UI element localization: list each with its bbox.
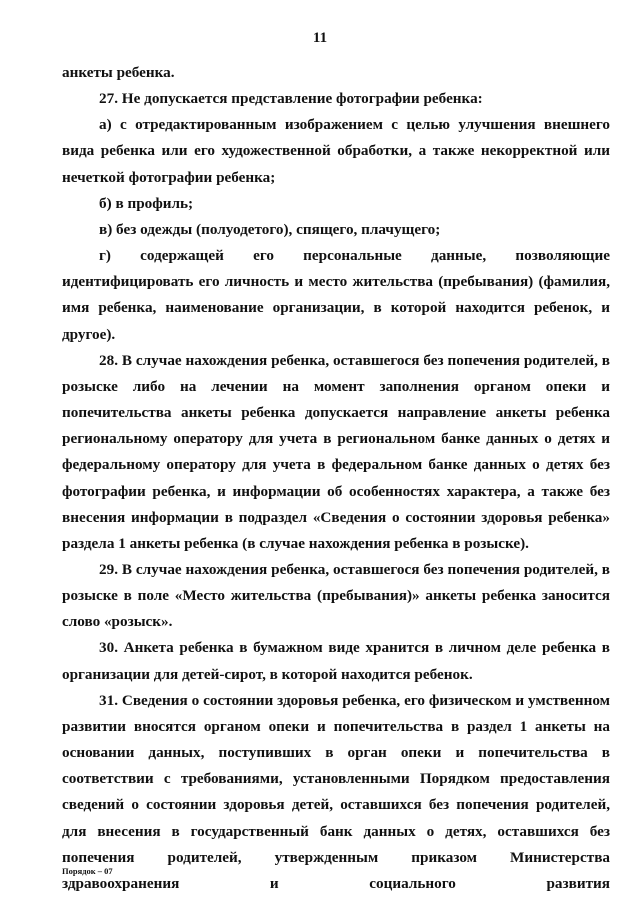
footer-doc-code: Порядок – 07 xyxy=(62,866,113,876)
paragraph-27v: в) без одежды (полуодетого), спящего, плачущего; xyxy=(99,220,441,238)
paragraph-27: 27. Не допускается представление фотографии ребенка: xyxy=(99,90,483,108)
page-number: 11 xyxy=(312,30,328,46)
paragraph-27a: а) с отредактированным изображением с целью улучшения внешнего вида ребенка или его художественной обработки, а также некорректной или нечеткой фотографии ребенка; xyxy=(62,116,610,186)
paragraph-30: 30. Анкета ребенка в бумажном виде хранится в личном деле ребенка в организации для детей-сирот, в которой находится ребенок. xyxy=(62,639,610,683)
paragraph-27g: г) содержащей его персональные данные, позволяющие идентифицировать его личность и место жительства (пребывания) (фамилия, имя ребенка, наименование организации, в которой находится ребенок, и другое). xyxy=(62,247,610,343)
paragraph-29: 29. В случае нахождения ребенка, оставшегося без попечения родителей, в розыске в поле «Место жительства (пребывания)» анкеты ребенка заносится слово «розыск». xyxy=(62,560,610,631)
paragraph-28: 28. В случае нахождения ребенка, оставшегося без попечения родителей, в розыске либо на лечении на момент заполнения органом опеки и попечительства анкеты ребенка допускается направление анкеты ребенка региональному оператору для учета в региональном банке данных о детях и федеральному оператору для учета в федеральном банке данных о детях без фотографии ребенка, и информации об особенностях характера, а также без внесения информации в подраздел «Сведения о состоянии здоровья ребенка» раздела 1 анкеты ребенка (в случае нахождения ребенка в розыске). xyxy=(62,351,610,552)
paragraph-continuation: анкеты ребенка. xyxy=(62,64,175,81)
document-body xyxy=(62,60,610,897)
paragraph-31: 31. Сведения о состоянии здоровья ребенка, его физическом и умственном развитии вносятся органом опеки и попечительства в раздел 1 анкеты на основании данных, поступивших в орган опеки и попечительства в соответствии с требованиями, установленными Порядком предоставления сведений о состоянии здоровья детей, оставшихся без попечения родителей, для внесения в государственный банк данных о детях, оставшихся без попечения родителей, утвержденным приказом Министерства здравоохранения и социального развития xyxy=(62,691,610,892)
paragraph-27b: б) в профиль; xyxy=(99,194,194,212)
